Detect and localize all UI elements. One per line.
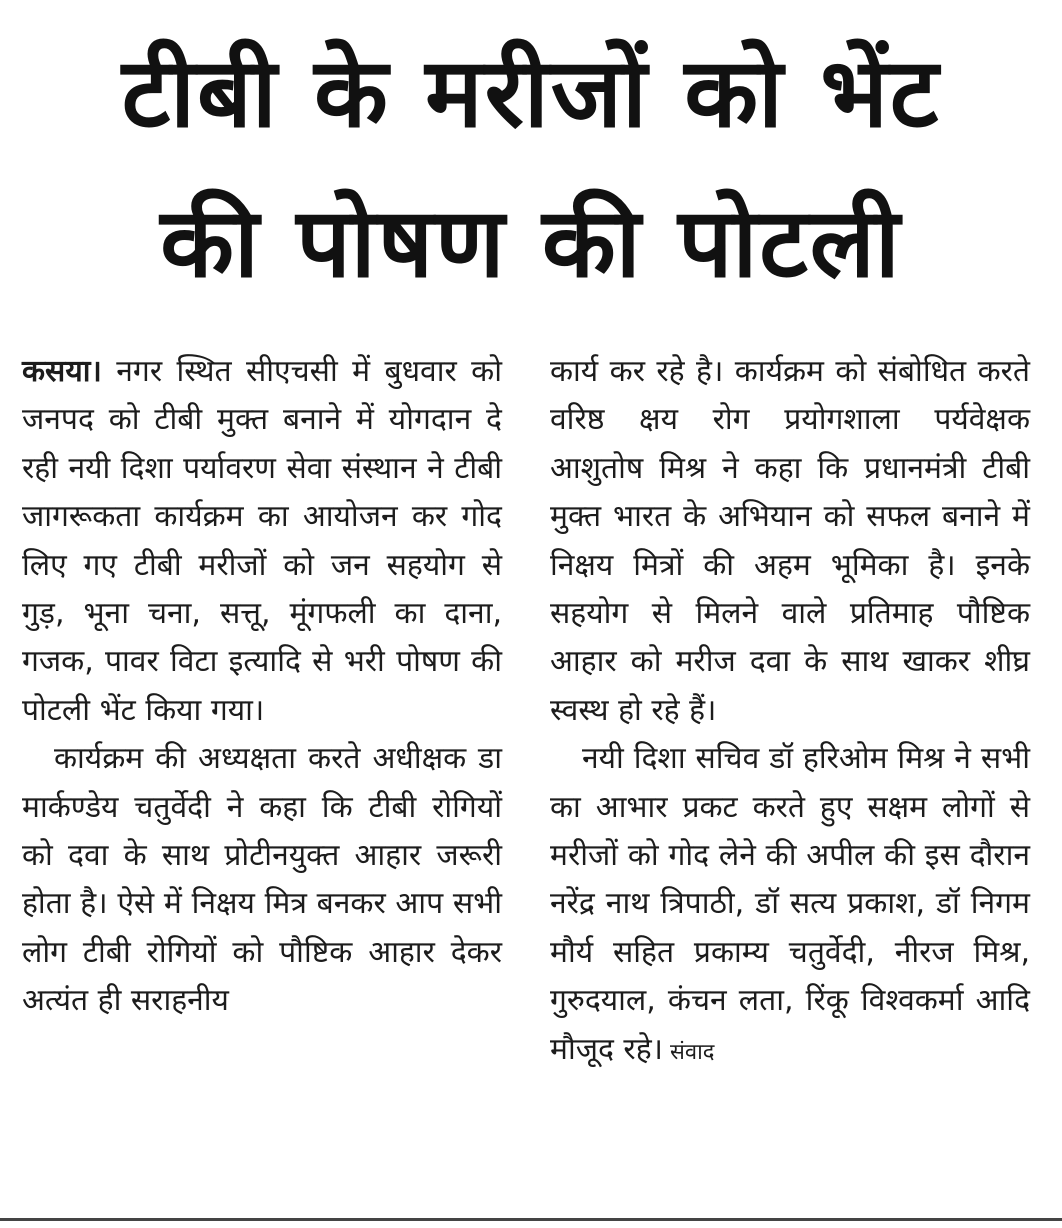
paragraph-3: कार्य कर रहे है। कार्यक्रम को संबोधित करते वरिष्ठ क्षय रोग प्रयोगशाला पर्यवेक्षक आशुतोष मिश्र ने कहा कि प्रधानमंत्री टीबी मुक्त भारत के अभियान को सफल बनाने में निक्षय मित्रों की अहम भूमिका है। इनके सहयोग से मिलने वाले प्रतिमाह पौष्टिक आहार को मरीज दवा के साथ खाकर शीघ्र स्वस्थ हो रहे हैं।: [550, 354, 1030, 728]
headline-line-2: की पोषण की पोटली: [160, 187, 902, 299]
headline: [0, 18, 1062, 318]
paragraph-4: [550, 735, 1030, 1077]
paragraph-1: [22, 348, 502, 735]
headline-line-1: टीबी के मरीजों को भेंट: [121, 37, 941, 149]
article-column-right: [550, 348, 1030, 1077]
paragraph-2: कार्यक्रम की अध्यक्षता करते अधीक्षक डा मार्कण्डेय चतुर्वेदी ने कहा कि टीबी रोगियों को दवा के साथ प्रोटीनयुक्त आहार जरूरी होता है। ऐसे में निक्षय मित्र बनकर आप सभी लोग टीबी रोगियों को पौष्टिक आहार देकर अत्यंत ही सराहनीय: [22, 741, 502, 1019]
paragraph-4-text: नयी दिशा सचिव डॉ हरिओम मिश्र ने सभी का आभार प्रकट करते हुए सक्षम लोगों से मरीजों को गोद लेने की अपील की इस दौरान नरेंद्र नाथ त्रिपाठी, डॉ सत्य प्रकाश, डॉ निगम मौर्य सहित प्रकाम्य चतुर्वेदी, नीरज मिश्र, गुरुदयाल, कंचन लता, रिंकू विश्वकर्मा आदि मौजूद रहे।: [550, 741, 1030, 1067]
article-column-left: [22, 348, 502, 1026]
byline-credit: संवाद: [663, 1039, 715, 1065]
dateline: कसया।: [22, 354, 102, 389]
paragraph-1-text: नगर स्थित सीएचसी में बुधवार को जनपद को टीबी मुक्त बनाने में योगदान दे रही नयी दिशा पर्यावरण सेवा संस्थान ने टीबी जागरूकता कार्यक्रम का आयोजन कर गोद लिए गए टीबी मरीजों को जन सहयोग से गुड़, भूना चना, सत्तू, मूंगफली का दाना, गजक, पावर विटा इत्यादि से भरी पोषण की पोटली भेंट किया गया।: [22, 354, 502, 728]
bottom-rule: [0, 1218, 1062, 1221]
